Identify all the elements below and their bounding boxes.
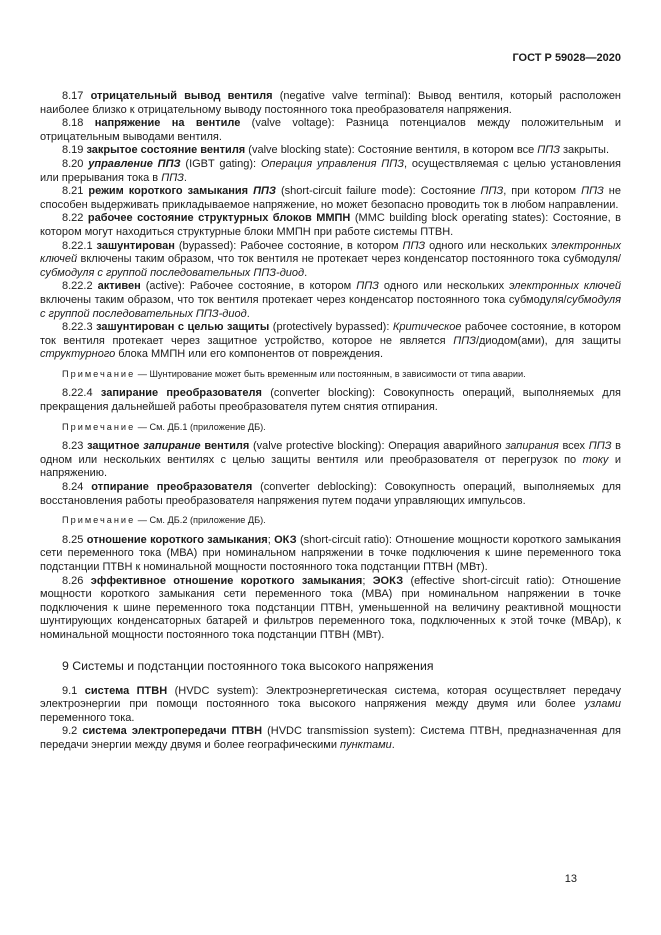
text-segment: ОКЗ <box>274 533 297 546</box>
text-segment: блока ММПН или его компонентов от повреждения. <box>115 348 384 361</box>
text-segment: переменного тока. <box>40 711 135 724</box>
page-number: 13 <box>564 873 577 885</box>
text-segment: (IGBT gating): <box>180 157 261 170</box>
text-segment: зашунтирован <box>96 239 175 252</box>
text-segment: току <box>582 453 609 466</box>
text-segment: закрытое состояние вентиля <box>86 144 246 157</box>
definition-paragraph <box>40 144 621 158</box>
text-segment: эффективное отношение короткого замыкания <box>90 574 363 587</box>
text-segment: режим короткого замыкания <box>88 185 254 198</box>
text-segment: защитное <box>87 440 144 453</box>
text-segment: . <box>183 171 187 184</box>
text-segment: (effective short-circuit ratio): Отношение мощности короткого замыкания сети переменного тока (МВА) при номинальном напряжении в точке подключения к шине переменного тока подстанции ПТВН, уменьшенной на величину реактивной мощности шунтирующих конденсаторных батарей и фильтров переменного тока, подключенных к этой точке (МВАр), к номинальной мощности постоянного тока подстанции ПТВН (МВт). <box>40 574 622 641</box>
text-segment: система электропередачи ПТВН <box>82 725 263 738</box>
text-segment: всех <box>558 440 589 453</box>
text-segment: напряжение на вентиле <box>94 117 241 130</box>
text-segment: зашунтирован с целью защиты <box>96 321 270 334</box>
text-segment: (valve voltage): Разница потенциалов между положительным и отрицательным выводами вентиля. <box>40 117 621 143</box>
text-segment: Примечание <box>62 515 136 526</box>
text-segment: ЭОКЗ <box>372 574 404 587</box>
text-segment: рабочее состояние структурных блоков ММПН <box>87 212 351 225</box>
definition-paragraph <box>40 534 621 575</box>
text-segment: (HVDC transmission system): Система ПТВН, предназначенная для передачи энергии между двумя и более географическими <box>40 725 621 751</box>
text-segment: 8.22 <box>62 212 88 225</box>
definition-paragraph <box>40 280 621 321</box>
definition-paragraph <box>40 575 621 643</box>
text-segment: . <box>246 307 250 320</box>
text-segment: (bypassed): Рабочее состояние, в котором <box>174 239 403 252</box>
definition-paragraph <box>40 440 621 481</box>
text-segment: ППЗ <box>588 440 612 453</box>
text-segment: (protectively bypassed): <box>269 321 393 334</box>
text-segment: запирание <box>143 440 201 453</box>
text-segment: ППЗ <box>253 185 276 198</box>
text-segment: система ПТВН <box>84 684 168 697</box>
text-segment: узлами <box>584 698 621 711</box>
text-segment: включены таким образом, что ток вентиля протекает через конденсатор постоянного тока субмодуля/ <box>40 293 567 306</box>
text-segment: включены таким образом, что ток вентиля не протекает через конденсатор постоянного тока субмодуля/ <box>77 253 621 266</box>
text-segment: (converter blocking): Совокупность операций, выполняемых для прекращения дальнейшей работы преобразователя путем снятия отпирания. <box>40 387 622 414</box>
text-segment: 8.20 <box>62 157 89 170</box>
text-segment: вентиля <box>200 440 250 453</box>
text-segment: . <box>391 738 395 751</box>
text-segment: (negative valve terminal): Вывод вентиля, который расположен наиболее близко к отрицательному выводу постоянного тока преобразователя напряжения. <box>40 90 622 116</box>
text-segment: управление ППЗ <box>88 157 181 170</box>
text-segment: (short-circuit ratio): Отношение мощности короткого замыкания сети переменного тока (МВА) при номинальном напряжении в точке подключения к шине переменного тока подстанции ПТВН к номинальной мощности постоянного тока подстанции ПТВН (МВт). <box>40 533 621 573</box>
note-paragraph <box>40 515 621 527</box>
text-segment: (MMC building block operating states): Состояние, в котором могут находиться структурные блоки ММПН при работе системы ПТВН. <box>40 212 621 238</box>
definition-paragraph <box>40 321 621 362</box>
text-segment: — См. ДБ.2 (приложение ДБ). <box>135 515 266 526</box>
text-segment: Примечание <box>62 421 136 432</box>
text-segment: ; <box>267 533 275 546</box>
text-segment: (HVDC system): Электроэнергетическая система, которая осуществляет передачу электроэнергии при помощи постоянного тока высокого напряжения между двумя или более <box>40 684 621 711</box>
document-code: ГОСТ Р 59028—2020 <box>512 52 621 64</box>
text-segment: 8.23 <box>62 440 88 453</box>
text-segment: субмодуля с группой последовательных ППЗ-диод <box>40 266 305 279</box>
text-segment: одного или нескольких <box>425 239 552 252</box>
text-segment: активен <box>97 280 141 293</box>
text-segment: 8.21 <box>62 185 89 198</box>
text-segment: ППЗ <box>402 239 426 252</box>
text-segment: рабочее состояние, в котором ток вентиля протекает через защитное устройство, которое не является <box>40 321 621 347</box>
text-segment: Примечание <box>62 368 136 379</box>
text-segment: в одном или нескольких вентилях с целью защиты вентиля или преобразователя от перегрузок по <box>40 440 621 466</box>
text-segment: 8.25 <box>62 533 87 546</box>
text-segment: ППЗ <box>480 185 504 198</box>
text-segment: — См. ДБ.1 (приложение ДБ). <box>135 421 266 432</box>
text-segment: 8.22.4 <box>62 387 101 400</box>
definition-paragraph <box>40 685 621 726</box>
text-segment: субмодуля с группой последовательных ППЗ-диод <box>40 293 621 320</box>
text-segment: 8.19 <box>62 144 87 157</box>
text-segment: ППЗ <box>161 171 184 184</box>
text-segment: электронных ключей <box>40 239 621 266</box>
text-segment: ППЗ <box>356 280 379 293</box>
text-segment: отрицательный вывод вентиля <box>90 90 273 102</box>
text-segment: 8.22.3 <box>62 321 97 334</box>
definition-paragraph <box>40 117 621 144</box>
section-heading <box>40 659 621 674</box>
text-segment: ; <box>362 574 373 587</box>
note-paragraph <box>40 422 621 434</box>
definition-paragraph <box>40 212 621 239</box>
definition-paragraph <box>40 481 621 508</box>
text-segment: ППЗ <box>581 185 604 198</box>
text-segment: структурного <box>40 348 116 361</box>
document-body <box>40 90 621 753</box>
note-paragraph <box>40 369 621 381</box>
definition-paragraph <box>40 725 621 752</box>
text-segment: 8.18 <box>62 117 95 130</box>
text-segment: ППЗ <box>453 334 476 347</box>
text-segment: отношение короткого замыкания <box>86 533 268 546</box>
text-segment: одного или нескольких <box>378 280 510 293</box>
text-segment: закрыты. <box>559 144 610 157</box>
text-segment: /диодом(ами), для защиты <box>475 334 621 347</box>
text-segment: — Шунтирование может быть временным или постоянным, в зависимости от типа аварии. <box>135 368 526 379</box>
text-segment: (short-circuit failure mode): Состояние <box>275 185 481 198</box>
text-segment: (converter deblocking): Совокупность операций, выполняемых для восстановления работы преобразователя напряжения путем подачи управляющих импульсов. <box>40 481 622 507</box>
text-segment: 8.24 <box>62 481 92 494</box>
text-segment: 9.1 <box>62 684 85 697</box>
text-segment: 9 Системы и подстанции постоянного тока высокого напряжения <box>62 658 434 673</box>
definition-paragraph <box>40 185 621 212</box>
text-segment: пунктами <box>340 738 392 751</box>
text-segment: (valve protective blocking): Операция аварийного <box>249 440 506 453</box>
definition-paragraph <box>40 90 621 117</box>
text-segment: Операция управления ППЗ <box>260 157 404 170</box>
text-segment: . <box>304 266 308 279</box>
text-segment: запирания <box>505 440 559 453</box>
text-segment: и напряжению. <box>40 453 621 480</box>
text-segment: 8.26 <box>62 574 91 587</box>
text-segment: , при котором <box>503 185 582 198</box>
text-segment: , осуществляемая с целью установления или прерывания тока в <box>40 157 622 184</box>
text-segment: 8.17 <box>62 90 91 102</box>
definition-paragraph <box>40 240 621 281</box>
text-segment: 8.22.2 <box>62 280 98 293</box>
text-segment: 9.2 <box>62 725 83 738</box>
text-segment: Критическое <box>392 321 462 334</box>
definition-paragraph <box>40 158 621 185</box>
definition-paragraph <box>40 387 621 414</box>
text-segment: электронных ключей <box>509 280 622 293</box>
text-segment: ППЗ <box>537 144 560 157</box>
text-segment: запирание преобразователя <box>100 387 262 400</box>
text-segment: (valve blocking state): Состояние вентиля, в котором все <box>245 144 538 157</box>
text-segment: отпирание преобразователя <box>91 481 253 494</box>
text-segment: не способен выдерживать прикладываемое напряжение, но может безопасно проводить ток в любом направлении. <box>40 185 621 211</box>
text-segment: (active): Рабочее состояние, в котором <box>140 280 357 293</box>
text-segment: 8.22.1 <box>62 239 97 252</box>
